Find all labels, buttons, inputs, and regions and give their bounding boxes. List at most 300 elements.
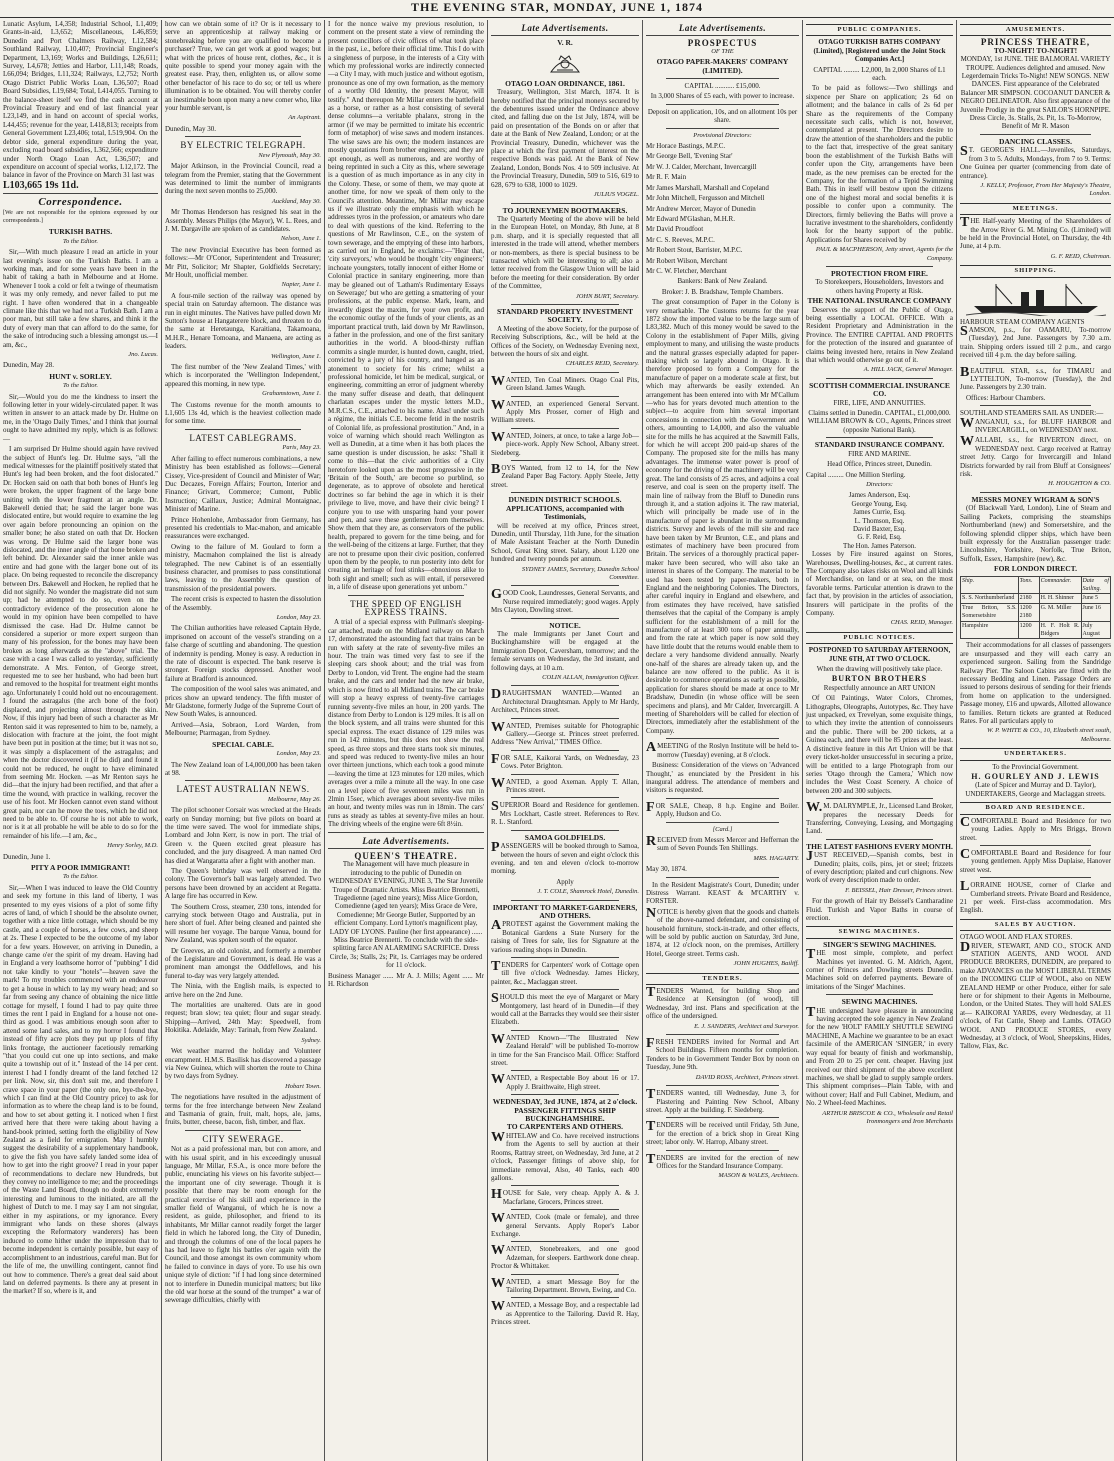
divider (511, 750, 619, 751)
news-text: Mr Thomas Henderson has resigned his seat in the Assembly. Messrs Philips (the Mayor), W. L. Rees, and J. M. Dargaville are spoken of as candidates. (165, 208, 321, 233)
director: David Baxter, Esq. (853, 524, 906, 533)
ad-title: H. GOURLEY AND J. LEWIS (971, 772, 1100, 782)
classified-ad: GOOD Cook, Laundresses, General Servants, and Nurse required immediately; good wages. Apply Mrs Clayton, Dowling street. (491, 587, 639, 615)
speed-trains-heading: THE SPEED OF ENGLISH EXPRESS TRAINS. (350, 598, 462, 618)
table-cell: Hampshire (961, 621, 1019, 639)
ad-title: DUNEDIN DISTRICT SCHOOLS. APPLICATIONS, accompanied with Testimonials, (506, 495, 624, 522)
divider (348, 595, 464, 596)
advertisement (491, 39, 639, 199)
advertisement (491, 308, 639, 369)
ad-signature: MRS. HAGARTY. (753, 854, 799, 862)
advertisement (646, 39, 799, 735)
ad-subtitle: TO-NIGHT! TO-NIGHT! (993, 45, 1078, 55)
classified-ad: WANTED, Ten Coal Miners. Otago Coal Pits, Green Island. James Waugh. (491, 373, 639, 393)
advertisement (960, 763, 1111, 799)
ad-body: Head Office, Princes street, Dunedin. (827, 460, 932, 469)
telegraph-item (165, 235, 321, 279)
divider (980, 405, 1091, 406)
amusements-heading: AMUSEMENTS. (960, 24, 1111, 36)
ad-signature: SYDNEY JAMES, Secretary, Dunedin School Committee. (521, 565, 639, 581)
cablegram-item (165, 543, 321, 593)
column-header: Commander. (1039, 576, 1081, 594)
classified-ad: FOR SALE, Cheap, 8 h.p. Engine and Boiler. Apply, Hudson and Co. (646, 799, 799, 819)
classified-ad: TENDERS are invited for the erection of new Offices for the Standard Insurance Company. (646, 1151, 799, 1170)
classified-ad: WANTED, Cook (male or female), and three general Servants. Apply Roper's Labor Exchange. (491, 1211, 639, 1238)
cablegram-item (165, 444, 321, 513)
divider (511, 1185, 619, 1186)
news-text: After failing to effect numerous combinations, a new Ministry has been established as follows:—General Cissey, Vice-president of Council and Minister of War; Duc Decazes, Foreign Affairs; Fourton, Interior and Finance; Grivart, Commerce; Cumont, Public Instruction; Caillaux, Justice; Admiral Montaignac, Minister of Marine. (165, 454, 321, 514)
column-6 (802, 20, 956, 1461)
director: James Anderson, Esq. (848, 491, 911, 500)
ad-body: Claims settled in Dunedin. CAPITAL, £1,000,000. WILLIAM BROWN & CO., Agents, Princes street (opposite National Bank). (807, 409, 952, 434)
letter-date: Dunedin, June 1. (3, 852, 51, 861)
news-item (165, 1037, 321, 1081)
divider (980, 363, 1091, 364)
divider (185, 429, 301, 430)
letter-addressee: To the Editor. (63, 237, 98, 245)
public-notices-heading: PUBLIC NOTICES. (806, 632, 953, 644)
telegraph-list (165, 152, 321, 426)
director: The Hon. James Paterson. (843, 541, 916, 550)
divider (666, 78, 779, 79)
classified-ad: RECEIVED from Messrs Mercer and Heffernan the sum of Seven Pounds Ten Shillings. (646, 833, 799, 853)
letter-body: how can we obtain some of it? Or is it necessary to serve an apprenticeship at railway making or stonebreaking before you are qualified to become a purchaser? True, we can get work at good wages; but what with the prices of house rent, clothes, &c., it is quite possible to spend your money again with the greatest ease. Pray, then, enlighten us, or allow some other benefactor of his race to do so; or tell us where illumination is to be obtained. You will thereby confer an inestimable boon upon many a new comer who, like your humble servant, is (165, 20, 321, 113)
classified-ad: TENDERS for Carpenters' work of Cottage open till five o'clock Wednesday. James Hickey, painter, &c., Maclaggan street. (491, 958, 639, 986)
ad-date: May 30, 1874. (646, 865, 687, 874)
letter-body: Sir,—When I was induced to leave the Old Country and seek my fortune in this land of liberty, I was presented to my eyes visions of a plot of some fifty acres of land, of which I should be the absolute owner, together with a nice little cottage, which should be my castle, and a couple of horses, a few cows, and sheep at 2s. These I expected to be the outcome of my labor for a few years. However, on arriving in Dunedin, a change came o'er the spirit of my dream. Having had in England a very loathsome horror of "pubbing" I did not take kindly to your "hotels"—heaven save the mark! To my troubles commenced with an endeavour to get a house in which to lay my weary head; and so far from seeing any chance of obtaining the nice little cottage for myself, I found I had to pay quite three times the rent I paid in England for a house not one-third as good. I was ambitious enough soon after to attend some land sales, and to my horror I found that instead of fifty acre plots they put up plots of fifty links frontage, the auctioneer facetiously remarking "that you could cut one up into sections, and make quite a township out of it." Instead of the 14 per cent. interest I had I fondly dreamt of the land fetched 12 per link. Now, sir, this don't suit me, and therefore I crave space in your paper (the only one, bye-the-bye, which I can find at the Old Country price) to ask for information as to where the cheap land is to be found, and how to set about getting it. I noticed when I first arrived here that there were taking about having a hand-book printed, setting forth the eligibility of New Zealand as a field for emigration. May I humbly suggest the desirability of a supplementary handbook, to give the fish you have safely landed some idea of how to get into the right groove? I read in your paper of recommendations to declare new Hundreds, but they convey no intelligence to me; and the proceedings of the Waste Land Board, though no doubt extremely interesting and luminous to the initiated, are all the highest of Dutch to me. I may say I am not singular, either in my aspirations, or my ignorance. Every immigrant who lands on these shores (always excepting the Reformatory wanderers) has been induced to come hither under the impression that to become independent is certainly possible, but easy of accomplishment to an industrious, careful man. But for the life of me, the unwilling contingent, cannot find out how to commence. There's a great deal said about land on deferred payments. Is there any at present in the market? If so, where is it, and (3, 883, 158, 1296)
divider (185, 1130, 301, 1131)
ad-signature: H. HOUGHTON & CO. (1048, 480, 1111, 488)
classified-ad: FOR SALE, Kaikorai Yards, on Wednesday, 23 Cows. Peter Brighton. (491, 751, 639, 771)
board-residence-heading: BOARD AND RESIDENCE. (960, 802, 1111, 814)
column-1 (0, 20, 161, 1461)
ad-title: SINGER'S SEWING MACHINES. (823, 939, 936, 949)
news-text: Arrived—Asia, Sobraon, Lord Warden, from Melbourne; Ptarmagan, from Sydney. (165, 720, 321, 738)
ad-title: OTAGO TURKISH BATHS COMPANY (Limited), [Registered under the Joint Stock Companies Act.] (813, 38, 946, 64)
director: Mr Edward M'Glashan, M.H.R. (646, 214, 735, 223)
classified-ad: WANTED, a Message Boy, and a respectable lad as Apprentice to the Tailoring. David R. Hay, Princes street. (491, 1299, 639, 1327)
divider (666, 1150, 779, 1151)
classified-ad: WANTED, a good Axeman. Apply T. Allan, Princes street. (491, 775, 639, 795)
telegraph-item (165, 198, 321, 234)
divider (980, 845, 1091, 846)
advertisement (491, 496, 639, 582)
ad-title: HARBOUR STEAM COMPANY AGENTS (960, 317, 1085, 326)
ad-body: The great consumption of Paper in the Colony is very remarkable. The Customs returns for the year 1872 show the imported value to be the large sum of L83,382. Much of this money would be saved to the Colony in the establishment of Paper Mills, giving employment to many, and utilising the waste products and the natural grasses especially adapted for paper-making which so largely abound in Otago. It is therefore proposed to form a Company for the manufacture of paper on a moderate scale at first, but which may afterwards be easily extended. An arrangement has been entered into with Mr M'Callum—who has for years devoted much attention to the subject—to acquire from him several important concessions in connection with the Government and others, amounting to L4,000, and also the valuable site for the mills he has acquired at the Sawmill Falls, for which he will accept 200 paid-up shares of the Company. The proposed site for the mills has many advantages. The immense water power is proof of economy for the driving of the machinery will be very great. The land consists of 25 acres, and adjoins a coal reserve, and coal is seen on the property itself. The main line of railway from the Bluff to Dunedin runs through it, and a station adjoins it. The raw material, which will principally be made use of in the manufacture of paper is abundant in the surrounding districts. Survey and levels of the mill site and race have been taken by Mr Brunton, C.E., and plans and estimates of machinery have been procured from Britain. The services of a thoroughly practical paper-maker have been secured, who will also take an interest in shares of the Company. The material to be used has been tested by paper-makers, both in England and the neighboring Colonies. The Directors, after careful inquiry in England and elsewhere, and from estimates they have received, have satisfied themselves that the capital of the Company is amply sufficient for the establishment of a mill for the manufacture of at least 300 tons of paper annually, and from the rate at which paper is now sold they have little doubt that the returns would enable them to declare a very handsome dividend annually. Nearly one-half of the shares are already taken up, and the balance are now offered to the public. As it is desirable to commence operations as early as possible, application for shares should be made at once to Mr Bradshaw, Dunedin (in whose office will be seen specimens and plans), and Mr Calder, Invercargill. A meeting of Shareholders will be called for election of Directors, immediately after the establishment of the Company. (646, 298, 799, 735)
table-row (961, 621, 1111, 639)
correspondence-heading: Correspondence. (38, 196, 123, 209)
ad-signature: COLIN ALLAN, Immigration Officer. (542, 674, 639, 681)
ad-body: (Of Blackwall Yard, London), Line of Steam and Sailing Packets, comprising the steamships Northumberland (new) and Somersetshire, and the following splendid clipper ships, which have been built expressly for the Australian passenger trade: Lincolnshire, Yorkshire, Norfolk, True Briton, Suffolk, Essex, Hampshire (new), &c. (960, 504, 1111, 563)
table-cell: 2180 (1018, 594, 1039, 603)
telegraph-heading: BY ELECTRIC TELEGRAPH. (180, 140, 306, 151)
divider (328, 832, 484, 833)
advertisement (806, 646, 953, 795)
classified-ad: W.M. DALRYMPLE, Jr., Licensed Land Broker, prepares the necessary Deeds for Transferring, Conveying, Leasing, and Mortgaging Land. (806, 800, 953, 836)
divider (511, 492, 619, 493)
divider (511, 1274, 619, 1275)
ad-title: PASSENGER FITTINGS SHIP BUCKINGHAMSHIRE. (514, 1105, 616, 1124)
news-text: The Queen's birthday was well observed in the colony. The Governor's ball was largely attended. Two persons have been drowned by an accident at Regatta. A large fire has occurred in Kew. (165, 866, 321, 901)
letter-heading: PITY A POOR IMMIGRANT! (30, 863, 131, 872)
ad-title: STANDARD PROPERTY INVESTMENT SOCIETY. (497, 306, 633, 325)
director: Mr Robert Stout, Barrister, M.P.C. (646, 246, 743, 255)
advertisement (491, 1098, 639, 1182)
news-text: Dr Greeves, an old colonist, and formerly a member of the Legislature and Government, is dead. He was a prominent man amongst the Oddfellows, and his funeral to-day was very largely attended. (165, 946, 321, 980)
director: Mr R. F. Main (646, 173, 687, 182)
ad-subtitle: FIRE AND MARINE. (848, 449, 911, 458)
news-text: The Chilian authorities have released Captain Hyde, imprisoned on account of the vessel's stranding on a false charge of scuttling and abandoning. The question of indemnity is pending. Money is easy. A reduction in the rate of discount is expected. The bank reserve is stronger. Foreign stocks depressed. Another wool failure at Bradford is announced. (165, 624, 321, 683)
classified-ad: HOUSE for Sale, very cheap. Apply A. & J. Macfarlane, Grocers, Princes street. (491, 1187, 639, 1206)
ad-title: PRINCESS THEATRE, (980, 37, 1091, 48)
advertisement (806, 270, 953, 375)
divider (980, 877, 1091, 878)
ad-subtitle: FOR LONDON DIRECT. (994, 564, 1077, 574)
news-text: A four-mile section of the railway was opened by special train on Saturday afternoon. The distance was run in eight minutes. The Natives have pulled down Mr Sutton's house at Hangaterere block, and threaten to do the same at Heretaunga, Karaitiana, Takamoana, M.H.R., Henare Tomoana, and Manaena, are acting as leaders. (165, 291, 321, 351)
divider (511, 685, 619, 686)
classified-ad: WANTED, Premises suitable for Photographic Gallery.—George st. Princes street preferred. Address "New Arrival," TIMES Office. (491, 719, 639, 747)
ad-body: The Management will have much pleasure in introducing to the public of Dunedin on WEDNESDAY EVENING, JUNE 3, The Star Juvenile Troupe of Dramatic Artists. Miss Beatrice Brennetti, Tragedienne (aged nine years); Miss Alice Gordon, Comedienne (aged ten years); Miss Grace de Vere, Comedienne; Mr George Butler, Supported by an efficient Company. Lord Lytton's magnificent play, LADY OF LYONS. Pauline (her first appearance) ...... Miss Beatrice Brennetti. To conclude with the side-splitting farce AN ALARMING SACRIFICE. Dress Circle, 3s; Stalls, 2s; Pit, 1s. Carriages may be ordered for 11 o'clock. (328, 860, 484, 970)
divider (511, 989, 619, 990)
column-7 (956, 20, 1114, 1461)
divider (511, 396, 619, 397)
classified-ad: LORRAINE HOUSE, corner of Clarke and Cumberland streets. Private Board and Residence, 21 per week. First-class accommodation. Mrs English. (960, 879, 1111, 915)
broker: Broker: J. B. Bradshaw, Temple Chambers. (661, 287, 784, 296)
advertisement (960, 496, 1111, 744)
divider (826, 437, 933, 438)
table-row (961, 603, 1111, 621)
meetings-heading: MEETINGS. (960, 203, 1111, 215)
telegraph-item (165, 152, 321, 196)
divider (980, 492, 1091, 493)
table-cell: H. H. Shinner (1039, 594, 1081, 603)
divider (185, 136, 301, 137)
masthead-rule (0, 17, 1114, 18)
divider (511, 797, 619, 798)
ad-title: SAMOA GOLDFIELDS. (524, 832, 606, 842)
column-3 (324, 20, 487, 1461)
letter-addressee: To the Editor. (63, 382, 98, 390)
directors-heading: Provisional Directors: (693, 131, 752, 139)
tenders-heading: TENDERS. (646, 973, 799, 985)
classified-ad: WANGANUI, s.s., for BLUFF HARBOR and INVERCARGILL, on WEDNESDAY next. (960, 415, 1111, 435)
ad-title: OTAGO WOOL AND FLAX STORES. (960, 933, 1073, 942)
letter-heading: TURKISH BATHS. (48, 227, 113, 237)
director: Mr W. J. Calder, Merchant, Invercargill (646, 162, 757, 171)
classified-ad: COMFORTABLE Board and Residence for two young Ladies. Apply to Mrs Briggs, Brown street. (960, 814, 1111, 842)
table-cell: 1200 2180 (1018, 603, 1039, 621)
divider (826, 798, 933, 799)
ad-title: QUEEN'S THEATRE. (354, 851, 458, 861)
divider (666, 1034, 779, 1035)
director: Mr James Marshall, Marshall and Copeland (646, 183, 769, 192)
table-cell: June 5 (1081, 594, 1110, 603)
news-item (165, 947, 321, 981)
classified-ad: SUPERIOR Board and Residence for gentlemen. Mrs Lockhart, Castle street. References to Rev. R. L. Stanford. (491, 799, 639, 827)
divider (511, 372, 619, 373)
cablegram-item (165, 721, 321, 738)
news-item (165, 982, 321, 999)
news-text: The New Zealand loan of L4,000,000 has been taken at 98. (165, 760, 321, 777)
advertisement (806, 441, 953, 628)
classified-ad: WANTED, Stonebreakers, and one good Adzeman, for sleepers. Earthwork done cheap. Proctor & Whittaker. (491, 1243, 639, 1271)
dateline: New Plymouth, May 30. (258, 151, 321, 159)
ad-title: MESSRS MONEY WIGRAM & SON'S (971, 494, 1100, 504)
divider (826, 994, 933, 995)
advertisement (806, 941, 953, 991)
advertisement (328, 852, 484, 989)
divider (511, 900, 619, 901)
ad-body: APROTEST against the Government making the Botanical Gardens a State Nursery for the raising of Trees for sale, lies for Signature at the various reading shops in Dunedin. (491, 918, 639, 954)
news-text: The Ninia, with the English mails, is expected to arrive here on the 2nd June. (165, 982, 321, 999)
column-4 (487, 20, 642, 1461)
ad-body: Of Oil Paintings, Water Colors, Chromes, Lithographs, Oleographs, Autotypes, &c. They have just unpacked, ex Trevelyan, some exquisite things, to which they invite the attention of connoisseurs and the public. There will be 200 tickets, at a Guinea each, and there will be 85 prizes at the least. A distinctive feature in this Art Union will be that every ticket-holder unsuccessful in securing a prize, will be entitled to a large Photograph from our series 'Otago through the Camera,' Which now includes the West Coast Scenery. A choice of between 200 and 300 subjects. (806, 694, 953, 795)
news-text: The recent crisis is expected to hasten the dissolution of the Assembly. (165, 595, 321, 612)
ad-subtitle: TO CARPENTERS AND OTHERS. (506, 1122, 624, 1132)
cablegram-item (165, 595, 321, 612)
column-header: Date of Sailing. (1082, 577, 1109, 592)
ad-date: WEDNESDAY, 3rd JUNE, 1874, at 2 o'clock. (492, 1097, 638, 1107)
ad-body: To be paid as follows:—Two shillings and sixpence per Share on application; 2s 6d on allotment; and the balance in calls of 2s 6d per Share as the requirements of the Company necessitate such calls, which is not, however, contemplated at present. The Directors desire to draw the attention of the shareholders and the public to the fact that, irrespective of the great sanitary boon the establishment of the Turkish Baths will confer upon the City, arrangements have been made, as the new premises can be erected for the Company, for the formation of a Tepid Swimming Bath. This in itself will bestow upon the citizens one of the highest moral and social benefits it is possible to confer upon a community. The Directors, firmly believing the Baths will prove a lucrative investment to the shareholders, confidently look for the hearty support of the public. Applications for Shares received by (806, 84, 953, 244)
divider (511, 1030, 619, 1031)
director: George Young, Esq. (851, 499, 908, 508)
divider (666, 104, 779, 105)
ad-signature: PAUL & MACPHERSON, Jetty street, Agents for the Company. (815, 246, 953, 262)
ad-title: BURTON BROTHERS (831, 674, 928, 684)
capital: CAPITAL ......... L2,000, In 2,000 Shares of L1 each. (813, 65, 946, 83)
cablegrams-heading: LATEST CABLEGRAMS. (189, 432, 297, 443)
disclaimer: [We are not responsible for the opinions expressed by our correspondents.] (3, 209, 158, 224)
divider (511, 203, 619, 204)
ad-subtitle: When the drawing will positively take place. (816, 665, 943, 674)
news-item (165, 1083, 321, 1127)
ad-signature: J. T. COLE, Shamrock Hotel, Dunedin. (537, 888, 639, 896)
cablegram-list (165, 444, 321, 737)
classified-ad: TENDERS wanted, till Wednesday, June 3, for Plastering and Painting New School, Albany street. Apply at the building. F. Siedeberg. (646, 1087, 799, 1114)
letter-body: I am surprised Dr Hulme should again have revived the subject of Hunt's leg. Dr. Hulme says, "all the medical witnesses for the plaintiff positively stated that Hunt's leg had been broken, and the foot dislocated." Dr. Hocken said on oath that both bones of Hunt's leg were broken, the upper fragment of the large bone uniting with the lower fragment at an angle. Dr. Bakewell denied that; he said the larger bone was dislocated entire, but would require to examine the leg over again before pronouncing an opinion on the smaller bone; he also stated on oath that Dr. Hocken was wrong. Dr Hulme said the larger bone was dislocated, and the inner angle of that bone broken and left behind. Dr. Alexander said the inner ankle was entire and had gone with the larger bone out of its place. On being requested to reconcile the discrepancy between Drs. Bakewell and Hocken, he replied that he did not signify. No wonder the magistrate did not sum up; had he attempted to do so, even on the contradictory evidence of the prosecution alone he would in my opinion have been compelled to have dismissed the case. Had Dr. Hulme cannot be considered a superior or more expert surgeon than many of his profession, for the bones may have been broken as long afterwards as the "above" trial. The case with a case I was called to yesterday, sufficiently demonstrate. A Mrs. Fenton, of George street, requested me to see her husband, who had been hurt and removed to the hospital for treatment eight months ago. Unfortunately I could hold out no encouragement. I found the astragalus (the arch bone of the foot) displaced, and projecting almost through the skin. Now, if this injury had been of such a character as Mr Renton said it was represented to him to be, namely, a dislocation with fracture at the joint, the foot might have been put in position at the time; but it was not so, it was simply a displacement of the astragalus; and when the doctor discovered it (if he did) and found it could not be reduced, he ought to have eliminated from seeming Mr. Hocken. —as Mr Renton says he did—that the injury had been rectified, and that after a time the wound, with practice in walking, recover the use of his foot. Mr Hocken cannot even stand without great pain, nor can he move the toes, which he did not need to be able to. Of course he is not able to work, nor is it at all probable he will be able to do so for the remainder of his life.—I am, &c., (3, 445, 158, 840)
director: Mr C. W. Fletcher, Merchant (646, 266, 727, 275)
ad-footer: Business Manager ...... Mr A. J. Mills; Agent ...... Mr H. Richardson (328, 971, 484, 989)
classified-ad: DRAUGHTSMAN WANTED.—Wanted an Architectural Draughtsman. Apply to Mr Hardy, Architect, Princes street. (491, 687, 639, 715)
news-text: The pilot schooner Corsair was wrecked at the Heads early on Sunday morning; but five pilots on board at the time were saved. The wool for immediate ships, Lombard and John Kerr, is now in port. The trial of Green v. the Queen excited great pleasure has concluded, and the jury disagreed. A man named Ord has died at Wangaratta after a fight with another man. (165, 806, 321, 865)
ad-title: STANDARD INSURANCE COMPANY. (814, 440, 945, 450)
budget-balance: L103,665 19s 11d. (3, 179, 79, 191)
divider (511, 460, 619, 461)
classified-ad: BOYS Wanted, from 12 to 14, for the New Zealand Paper Bag Factory. Apply Steele, Jetty street. (491, 462, 639, 489)
steamship-icon (966, 280, 1106, 316)
dateline: Grahamstown, June 1. (262, 390, 321, 398)
director: Mr John Mitchell, Fergusson and Mitchell (646, 194, 765, 203)
directors-heading: Directors: (866, 480, 893, 488)
news-text: The first number of the 'New Zealand Times,' with which is incorporated the 'Wellington Independent,' appeared this morning, in new type. (165, 363, 321, 388)
ad-body: Losses by Fire insured against on Stores, Warehouses, Dwelling-houses, &c., at current rates. The Company also takes risks on Wool and all kinds of Merchandise, on land or at sea, on the most favorable terms. Particular attention is drawn to the fact that, by provision in the articles of association, Insurers will participate in the profits of the Company. (806, 550, 953, 617)
news-text: Owing to the failure of M. Goulard to form a ministry, Macmahon complained the list is already telegraphed. The new Cabinet is of an essentially business character, and promises to pass constitutional laws, leaving to the Assembly the question of transmission of the presidential powers. (165, 542, 321, 593)
ad-body: Deserves the support of the Public of Otago, being essentially a LOCAL OFFICE. With a Resident Proprietary and Administration in the Province. The ENTIRE CAPITAL AND PROFITS for the protection of the insured and guarantee of claims being invested here, retains in New Zealand that which would otherwise go out of it. (806, 305, 953, 365)
advertisement (806, 843, 953, 923)
ad-signature: W. P. WHITE & CO., 10, Elizabeth street south, Melbourne. (987, 727, 1111, 743)
divider (511, 774, 619, 775)
ad-signature: A. HILL JACK, General Manager. (863, 366, 953, 374)
ad-signature: F. BEISSEL, Hair Dresser, Princes street. (845, 886, 953, 894)
ad-body: THE undersigned have pleasure in announcing having accepted the sole agency in New Zealand for the new 'HOLT' FAMILY SHUTTLE SEWING MACHINE, A Machine we guarantee to be an exact facsimile of the AMERICAN 'SINGER,' in every way equal for beauty of finish and workmanship, and From 20 to 25 per cent. cheaper. Having just received our third shipment of the above excellent machines, we shall be glad to supply sample orders. This shipment comprises—Plain Table, with and without cover; Half and Full Cabinet, Medium, and No. 2 Wheel-feed Machines. (806, 1004, 953, 1108)
ad-signature: JULIUS VOGEL. (593, 191, 639, 199)
table-row (961, 594, 1111, 603)
public-companies-heading: PUBLIC COMPANIES. (806, 24, 953, 36)
ad-subtitle: To Storekeepers, Householders, Investors and others having Property at Risk. (815, 278, 944, 295)
column-header: Tons. (1018, 576, 1039, 594)
classified-ad: WANTED, a smart Message Boy for the Tailoring Department. Brown, Ewing, and Co. (491, 1275, 639, 1294)
royal-crest-icon (545, 50, 585, 78)
ad-title: SCOTTISH COMMERCIAL INSURANCE CO. (809, 380, 950, 399)
late-ads-heading: Late Advertisements. (521, 23, 609, 33)
letter-signature: An Aspirant. (288, 114, 321, 122)
classified-ad: WANTED, Joiners, at once, to take a large Job—piece-work. Apply New School, Albany street. Siedeberg. (491, 429, 639, 457)
classified-ad: COMFORTABLE Board and Residence for four young gentlemen. Apply Miss Duplaise, Hanover street west. (960, 846, 1111, 874)
budget-text: Lunatic Asylum, L4,358; Industrial School, L1,409; Grants-in-aid, L3,652; Miscellaneous, L46,859; Dunedin and Port Chalmers Railway, L12,584; Southland Railway, L10,407; Provincial Engineer's Department, L3,169; Works and Buildings, L26,611; Survey, L4,678; Jetties and Harbor, L11,148; Roads, L66,094; Bridges, L11,324; Railways, L2,752; North Otago District Public Works Loan, L36,507; Road Board Subsidies, L19,684; Total, L414,055. Turning to the balance-sheet itself we find the cash account at Provincial Treasury and end of last financial year L23,149, and in hand on account of special works, L44,455; revenue for the year, L418,813; receipts from General Government L23,406; total, L519,904. On the debtor side, general expenditure during the year, excluding road board subsidies, L362,566; expenditure under North Otago Loan Act, L36,507; and expenditure on account of special works, L12,172. The balance in favor of the Province on March 31 last was (3, 20, 158, 180)
ad-title: THE LATEST FASHIONS EVERY MONTH. (806, 841, 953, 851)
dateline: Wellington, June 1. (271, 352, 321, 360)
ad-signature: MASON & WALES, Architects. (718, 1172, 799, 1180)
special-cable-heading: SPECIAL CABLE. (212, 739, 274, 749)
director: Mr Andrew Mercer, Mayor of Dunedin (646, 204, 756, 213)
letter-heading: HUNT v. SORLEY. (49, 371, 112, 381)
divider (666, 1085, 779, 1086)
table-cell: 1200 (1018, 621, 1039, 639)
classified-ad: SAMSON, p.s., for OAMARU, To-morrow (Tuesday), 2nd June. Passengers by 7.30 a.m. train. Shipping orders issued till 2 p.m., and cargo received till 4 p.m. the day before sailing. (960, 323, 1111, 360)
advertisement (806, 998, 953, 1126)
table-cell: S. S. Northumberland (961, 594, 1019, 603)
advertisement (491, 904, 639, 954)
article-body: A trial of a special express with Pullman's sleeping-car attached, made on the Midland railway on March 17, demonstrated the astounding fact that trains can be run with safety at the rate of seventy-five miles an hour. The train was timed very fast to see if the sleeping cars shook about; and the trial was from Derby to London, vid Trent. The engine had the steam brake, and the cars and tender had the new air brake, which is now fitted to all Midland trains. The car brake will stop a heavy express of twenty-five carriages running seventy-five miles an hour, in 200 yards. The distance from Derby to London is 129 miles. It is all on the block system, and all trains were shunted for this special express. The exact distance of 129 miles was run in 142 minutes, but this does not show the real speed, as three stops and three starts took six minutes, and speed was reduced to twenty-five miles an hour over thirteen junctions, which each took a good minute—leaving the time at 123 minutes for 120 miles, which averages over a mile a minute all the way. In one case on a level piece of five seventeen miles was run in 2lmin 15sec, which averages about seventy-five miles an hour, and twenty miles was run in 18min. The cars' runs as steady as tables at seventy-five miles an hour. The driving wheels of the engine were 6ft 8½in. (328, 618, 484, 829)
news-item (165, 1001, 321, 1035)
ad-title: SEWING MACHINES. (841, 997, 918, 1007)
cablegram-item (165, 614, 321, 683)
divider (511, 585, 619, 586)
advertisement (491, 207, 639, 301)
column-header: Ship. (961, 576, 1019, 594)
dateline: Sydney. (301, 1036, 321, 1044)
director: Mr George Bell, 'Evening Star' (646, 152, 733, 161)
classified-ad: BEAUTIFUL STAR, s.s., for TIMARU and LYTTELTON, To-morrow (Tuesday), the 2nd June. Passengers by 2.30 train. (960, 364, 1111, 392)
ad-body: MONDAY, 1st JUNE. THE BALMORAL VARIETY TROUPE. Audiences delighted and amused. New Legerdemain Tricks To-Night! NEW SONGS. NEW DANCES. First appearance of the Celebrated Balancer MR SIMPSON. COCOANUT DANCER & NEGRO DELINEATOR. Also first appearance of the Juvenile Prodigy in the great SAILOR'S HORNPIPE. Dress Circle, 3s. Stalls, 2s. Pit, 1s. To-Morrow, Benefit of Mr R. Mason (960, 55, 1111, 131)
ad-footer: Offices: Harbour Chambers. (966, 393, 1046, 402)
ad-body: Their accommodations for all classes of passengers are unsurpassed and they will each carry an experienced surgeon. Sailing from the Sandridge Railway Pier. The Saloon Cabins are fitted with the necessary Bedding and Linen. Passage Orders are issued to persons desirous of sending for their friends from home on application to the undersigned. Passage money, £16 and upwards, Allotted allowance to families. Return tickets are granted at Reduced Rates. For all particulars apply to (960, 641, 1111, 726)
ad-signature: J. KELLY, Professor, From Her Majesty's Theatre, London. (980, 181, 1111, 198)
advertisement (491, 622, 639, 683)
telegraph-item (165, 353, 321, 389)
divider (826, 839, 933, 840)
dateline: Hobart Town. (285, 1082, 321, 1090)
late-ads-heading: Late Advertisements. (362, 835, 450, 846)
ad-signature: ARTHUR BRISCOE & CO., Wholesale and Retail Ironmongers and Iron Merchants (822, 1109, 953, 1125)
ad-title: OTAGO LOAN ORDINANCE, 1861. (505, 78, 625, 88)
city-sewerage-heading: CITY SEWERAGE. (202, 1133, 284, 1144)
dateline: Nelson, June 1. (280, 235, 321, 243)
classified-ad: NOTICE is hereby given that the goods and chattels of the above-named defendant, and consisting of household furniture, stock-in-trade, and other effects, will be sold by public auction on Saturday, 3rd June, 1874, at 12 o'clock noon, on the premises, Artillery Hotel, George street. Terms cash. (646, 905, 799, 958)
classified-ad: THE Half-yearly Meeting of the Shareholders of the Arrow River G. M. Mining Co. (Limited) will be held in the Provincial Hotel, on Thursday, the 4th June, at 4 p.m. (960, 215, 1111, 251)
telegraph-item (165, 281, 321, 350)
table-cell: July August (1081, 621, 1110, 639)
australian-news-list (165, 796, 321, 1127)
column-2 (161, 20, 324, 1461)
news-item (165, 903, 321, 945)
ad-body: THE most simple, complete, and perfect Machines yet invented. G. M. Aldrich, Agent, corner of Princes and Dowling streets Dunedin. Machines sold on deferred payments. Beware of imitations of the 'Singer' Machines. (806, 947, 953, 991)
director: James Currie, Esq. (853, 508, 906, 517)
ad-signature: G. F. REID, Chairman. (1050, 252, 1111, 260)
news-text: The negotiations have resulted in the adjustment of terms for the free interchange between New Zealand and Tasmania of grain, fruit, malt, hops, ale, jams, fruits, butter, cheese, bacon, fish, timber, and flax. (165, 1093, 321, 1127)
ad-subtitle: To the Provincial Government. (992, 762, 1079, 771)
divider (666, 128, 779, 129)
ad-body: Treasury, Wellington, 31st March, 1874. It is hereby notified that the principal moneys secured by the debentures issued under the Ordinance above cited, and falling due on the 1st July, 1874, will be paid on presentation of the Bonds on or after that date at the Bank of New Zealand, London; or at the Provincial Treasury, Dunedin, whichever was the place at which the first payment of interest on the respective Bonds was paid. At the Bank of New Zealand, London, Bonds Nos. 4 to 509 inclusive. At the Provincial Treasury, Dunedin, 509 to 516, 619 to 628, 679 to 638, 1000 to 1029. (491, 88, 639, 189)
divider (511, 1209, 619, 1210)
divider (511, 718, 619, 719)
article-body: I for the nonce waive my previous resolution, to comment on the present state a view of reminding the present councillors of civic offices of what took place in the past, i.e., before their official time. This I do with a singleness of purpose, in the interests of a City with which my professional works are indirectly connected—a City I may, with much justice and without egotism, pronounce as one of my own formation, as the memory of a worthy Old Identity, the present Mayor, will testify." And thereupon Mr Millar enters the battlefield as a horse, or rather as a host consisting of several dense columns—a veritable phalanx, strong in the armor (if we may be permitted to imitate his eccentric form of metaphor) of wise saws and modern instances. The wise saws are his own; the modern instances are mostly quotations from brother engineers; and they are apt enough, as well as numerous, and are worthy of being reprinted in such a City as this, where sewerage is a question of as much importance as in any city in the Colony. These, or some of them, we may quote at another time, for now we speak of them only to the Council's attention. Meantime, Mr Millar may escape us if we illustrate only the emphasis with which he addresses tyros in the profession, or amateurs who dare to deal with questions of the kind. Referring to the questions of Mr Rawlinson, C.E., on the system of town sewerage, and the emptying of these into harbors, as carried out in England, he exclaims:—"Hear that, 'city surveyors,' who would be thought 'city engineers;' inchoate youngsters, totally innocent of either Home or Colonial practice in sanitary engineering, more than may be gleaned out of 'Latham's Rudimentary Essays on Sewerage;' but who are getting a smattering of your professions, at the public expense. Mark, learn, and inwardly digest the maxim, for your own profit, and the economic outlay of the funds of your clients, as an important practical truth, laid down by Mr Rawlinson, a father in the profession, and one of the first sanitary authorities in the world. A blood-thirsty ruffian commits a single murder, is hunted down, caught, tried, convicted by a jury of his country, and hanged as an atonement to society for his crime; whilst a professional homicide, let him be medical, surgical, or engineering, committing an error of judgment whereby the many suffer disease and death, that delinquent charlatan escapes under the mystic letters M.D., M.R.C.S., C.E., attached to his name. Alas! under such a régime, the initials C.E. become fetid in the nostrils of Colonial life, as professional prostitution." And, in a voice of warning which should reach Wellington as well as Dunedin, at a time when it has both places the same question is under discussion, he asks: "Shall it come to this—that the civic authorities of a City heretofore looked upon as the most progressive in the 'Britain of the South,' are become so purblind, so degenerate, as to approve of obsolete and heretical doctrines so far behind the age in which it is their privilege to live, move, and have their civic being? I conjure you to use with unsparing hand your power and pen, and save these gentlemen from themselves. Show them that they are, as conservators of the public health, prepared to govern for the time being, and for the well-being of the citizens at large. Further, that they are not to presume upon their civic position, conferred upon them by the people, to run posterity into debt for creating an heritage of foul stinks—obnoxious alike to both sight and smell; such as will entail, if persevered in, a life of disease upon generations yet unborn." (328, 20, 484, 592)
bankers: Bankers: Bank of New Zealand. (677, 277, 768, 286)
capital: CAPITAL ........... £15,000. (684, 82, 761, 91)
classified-ad: SHOULD this meet the eye of Margaret or Mary Montgomery, last heard of in Dunedin—if they would call at the Barracks they would see their sister Elizabeth. (491, 991, 639, 1027)
divider (511, 1297, 619, 1298)
director: Mr Robert Wilson, Merchant (646, 256, 728, 265)
news-item (165, 867, 321, 901)
letter-body: Sir,—With much pleasure I read an article in your last evening's issue on the Turkish Baths. I am a working man, and for some years have been in the habit of taking a bath in Melbourne and at Home. Whenever I took a cold or felt a twinge of rheumatism it was my only remedy, and never failed to put me right. I have often wondered that in a changeable climate like this that we had not a Turkish Bath. I am a poor man, but still take a few shares, and think it the duty of every man that can afford to do the same, for the sake of introducing such a blessing amongst us.—I am, &c., (3, 248, 158, 349)
sales-by-auction-heading: SALES BY AUCTION. (960, 919, 1111, 931)
dateline: Paris, May 23. (282, 444, 321, 452)
dateline: Napier, June 1. (281, 281, 321, 289)
dateline: London, May 23. (276, 750, 321, 758)
divider (511, 1241, 619, 1242)
australian-news-heading: LATEST AUSTRALIAN NEWS. (176, 784, 310, 795)
ad-body: JUST RECEIVED,—Spanish combs, best in Dunedin; plaits, coils, pins, jet or steel; frizzets of every description; plaited and curl chignons. New work of every description made to order. (806, 849, 953, 885)
letter-signature: Jno. Lucas. (128, 351, 158, 359)
advertisement (806, 382, 953, 434)
table-cell: H. F. Holt R. Bidgers (1040, 622, 1080, 637)
classified-ad: WANTED Known—"The Illustrated New Zealand Herald" will be published To-morrow in time for the San Francisco Mail. Office: Stafford street. (491, 1031, 639, 1068)
company-name: OTAGO PAPER-MAKERS' COMPANY (LIMITED). (656, 57, 789, 75)
classified-ad: WANTED, an experienced General Servant. Apply Mrs Prosser, corner of High and William streets. (491, 397, 639, 425)
ad-body: PASSENGERS will be booked through to Samoa, between the hours of seven and eight o'clock this evening, and ten and eleven o'clock to-morrow morning. (491, 840, 639, 876)
ad-subtitle: FIRE, LIFE, AND ANNUITIES. (833, 398, 926, 407)
ad-body: WHITELAW and Co. have received instructions from the Agents to sell by auction at their Rooms, Rattray street, on Wednesday, 3rd June, at 2 o'clock, Passenger fittings of above ship, for immediate removal, Also, 40 Tanks, each 400 gallons. (491, 1129, 639, 1182)
directors-list (646, 142, 799, 275)
director: Mr C. S. Reeves, M.P.C. (646, 235, 715, 244)
news-text: Wet weather marred the holiday and Volunteer encampment. H.M.S. Basilisk has discovered a passage via New Guinea, which will shorten the route to China by two days from Sydney. (165, 1047, 321, 1081)
news-text: Major Atkinson, in the Provincial Council, read a telegram from the Premier, stating that the Government was determined to limit the number of immigrants during the next seven months to 25,000. (165, 162, 321, 196)
news-item (165, 796, 321, 865)
letter-addressee: To the Editor. (63, 873, 98, 881)
ad-body: Apply (556, 877, 574, 886)
divider (666, 877, 779, 878)
divider (185, 780, 301, 781)
divider (980, 134, 1091, 135)
divider (328, 848, 484, 849)
letter-date: Dunedin, May 28. (3, 361, 54, 370)
news-text: The Customs revenue for the month amounts to L1,605 13s 4d, which is the heaviest collection made for some time. (165, 400, 321, 426)
dateline: Melbourne, May 26. (267, 795, 321, 803)
ad-title: IMPORTANT TO MARKET-GARDENERS, AND OTHERS. (492, 902, 638, 920)
telegraph-item (165, 390, 321, 426)
divider (3, 193, 158, 194)
divider (511, 428, 619, 429)
table-cell: True Briton, S.S. Somersetshire (962, 604, 1017, 620)
letter-date: Dunedin, May 30. (165, 124, 216, 133)
court-heading: In the Resident Magistrate's Court, Dunedin; under Distress Warrant. KEAST & M'CARTHY v. FORSTER. (646, 880, 799, 906)
divider (666, 822, 779, 823)
ad-subtitle: OF THE (711, 47, 734, 55)
sewing-machines-heading: SEWING MACHINES. (806, 926, 953, 938)
news-text: Prince Hohenlohe, Ambassador from Germany, has presented his credentials to Mac-mahon, and amicable reassurances were exchanged. (165, 515, 321, 541)
classified-ad: WALLABI, s.s., for RIVERTON direct, on WEDNESDAY next. Cargo received at Rattray street Jetty. Cargo for Invercargill and Inland Districts forwarded by rail from Bluff at Consignees' risk. (960, 434, 1111, 479)
ad-signature: JOHN HUGHES, Bailiff. (733, 960, 799, 968)
